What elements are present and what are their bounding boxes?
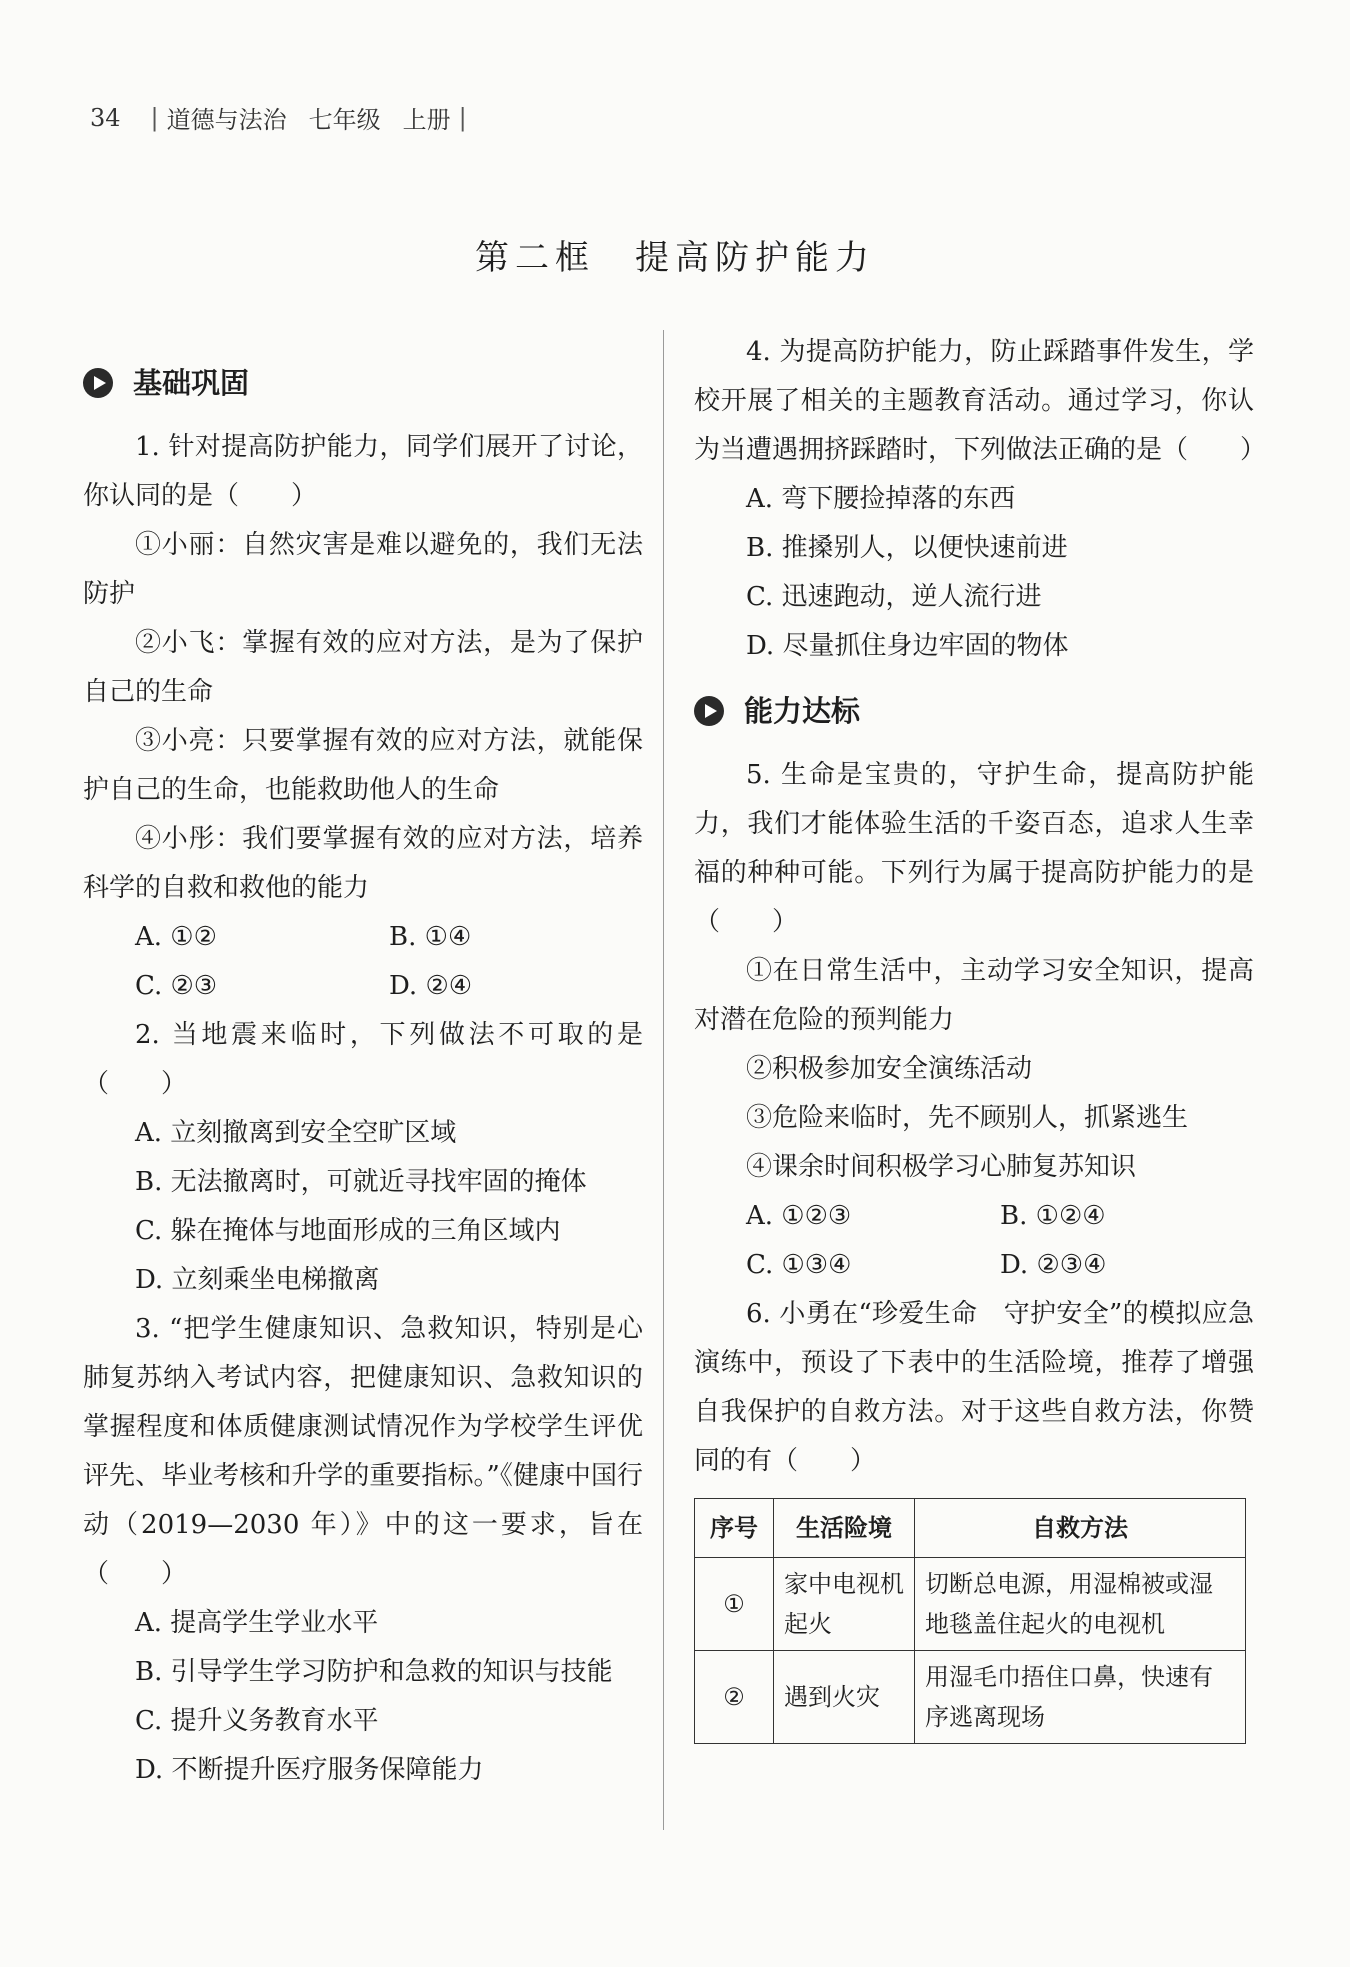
table-header-row <box>695 1499 1246 1558</box>
table-cell: 切断总电源，用湿棉被或湿地毯盖住起火的电视机 <box>915 1558 1246 1651</box>
left-column <box>83 353 643 1795</box>
option-d: D. 尽量抓住身边牢固的物体 <box>746 631 1069 661</box>
option-b: B. ①④ <box>389 922 472 952</box>
question-5-stem: 5. 生命是宝贵的，守护生命，提高防护能力，我们才能体验生活的千姿百态，追求人生幸福的种种可能。下列行为属于提高防护能力的是（ ） <box>694 760 1254 937</box>
table-cell: 家中电视机起火 <box>774 1558 915 1651</box>
running-header <box>90 100 475 135</box>
question-1-item: ①小丽：自然灾害是难以避免的，我们无法防护 <box>83 530 643 609</box>
column-header: 生活险境 <box>774 1499 915 1558</box>
book-title: 道德与法治 <box>166 106 287 134</box>
right-column <box>694 328 1267 1744</box>
question-5-item: ②积极参加安全演练活动 <box>746 1054 1033 1084</box>
option-c: C. ②③ <box>135 971 218 1001</box>
question-1-item: ③小亮：只要掌握有效的应对方法，就能保护自己的生命，也能救助他人的生命 <box>83 726 643 805</box>
question-1-stem: 1. 针对提高防护能力，同学们展开了讨论，你认同的是（ ） <box>83 432 643 511</box>
option-c: C. 躲在掩体与地面形成的三角区域内 <box>135 1216 561 1246</box>
table-cell: 用湿毛巾捂住口鼻，快速有序逃离现场 <box>915 1651 1246 1744</box>
question-6-stem: 6. 小勇在“珍爱生命 守护安全”的模拟应急演练中，预设了下表中的生活险境，推荐了增强自我保护的自救方法。对于这些自救方法，你赞同的有（ ） <box>694 1299 1254 1476</box>
chapter-title: 第二框 提高防护能力 <box>475 238 875 278</box>
option-c: C. 迅速跑动，逆人流行进 <box>746 582 1042 612</box>
header-separator-end: | <box>458 103 467 132</box>
question-5-item: ④课余时间积极学习心肺复苏知识 <box>746 1152 1137 1182</box>
option-c: C. 提升义务教育水平 <box>135 1706 379 1736</box>
section-title: 基础巩固 <box>133 365 250 400</box>
column-header: 序号 <box>695 1499 774 1558</box>
section-heading-ability <box>694 681 1254 741</box>
question-3-stem: 3. “把学生健康知识、急救知识，特别是心肺复苏纳入考试内容，把健康知识、急救知识的掌握程度和体质健康测试情况作为学校学生评优评先、毕业考核和升学的重要指标。”《健康中国行动（2019—2030 年）》中的这一要求，旨在（ ） <box>83 1314 643 1589</box>
option-a: A. ①② <box>135 922 217 952</box>
option-a: A. ①②③ <box>746 1201 852 1231</box>
table-row <box>695 1558 1246 1651</box>
self-rescue-table <box>694 1498 1246 1744</box>
table-cell: ① <box>695 1558 774 1651</box>
question-2-stem: 2. 当地震来临时，下列做法不可取的是（ ） <box>83 1020 643 1099</box>
option-b: B. 引导学生学习防护和急救的知识与技能 <box>135 1657 613 1687</box>
question-5-item: ①在日常生活中，主动学习安全知识，提高对潜在危险的预判能力 <box>694 956 1254 1035</box>
option-b: B. 推搡别人，以便快速前进 <box>746 533 1068 563</box>
grade: 七年级 <box>308 106 381 134</box>
option-b: B. ①②④ <box>1000 1201 1106 1231</box>
table-row <box>695 1651 1246 1744</box>
page-number: 34 <box>90 103 121 132</box>
play-triangle-icon <box>694 696 724 726</box>
question-5-item: ③危险来临时，先不顾别人，抓紧逃生 <box>746 1103 1189 1133</box>
option-a: A. 提高学生学业水平 <box>135 1608 379 1638</box>
column-header: 自救方法 <box>915 1499 1246 1558</box>
header-separator: | <box>150 103 159 132</box>
option-b: B. 无法撤离时，可就近寻找牢固的掩体 <box>135 1167 587 1197</box>
option-d: D. 立刻乘坐电梯撤离 <box>135 1265 380 1295</box>
option-c: C. ①③④ <box>746 1250 852 1280</box>
option-a: A. 立刻撤离到安全空旷区域 <box>135 1118 457 1148</box>
play-triangle-icon <box>83 368 113 398</box>
question-5-options <box>694 1192 1254 1290</box>
volume: 上册 <box>402 106 451 134</box>
question-1-item: ②小飞：掌握有效的应对方法，是为了保护自己的生命 <box>83 628 643 707</box>
section-heading-basic <box>83 353 643 413</box>
section-title: 能力达标 <box>744 693 861 728</box>
question-1-item: ④小彤：我们要掌握有效的应对方法，培养科学的自救和救他的能力 <box>83 824 643 903</box>
question-1-options <box>83 913 643 1011</box>
option-d: D. ②④ <box>389 971 473 1001</box>
option-d: D. 不断提升医疗服务保障能力 <box>135 1755 484 1785</box>
table-cell: 遇到火灾 <box>774 1651 915 1744</box>
option-d: D. ②③④ <box>1000 1250 1107 1280</box>
column-divider <box>663 330 664 1830</box>
question-4-stem: 4. 为提高防护能力，防止踩踏事件发生，学校开展了相关的主题教育活动。通过学习，你认为当遭遇拥挤踩踏时，下列做法正确的是（ ） <box>694 337 1267 465</box>
option-a: A. 弯下腰捡掉落的东西 <box>746 484 1016 514</box>
table-cell: ② <box>695 1651 774 1744</box>
